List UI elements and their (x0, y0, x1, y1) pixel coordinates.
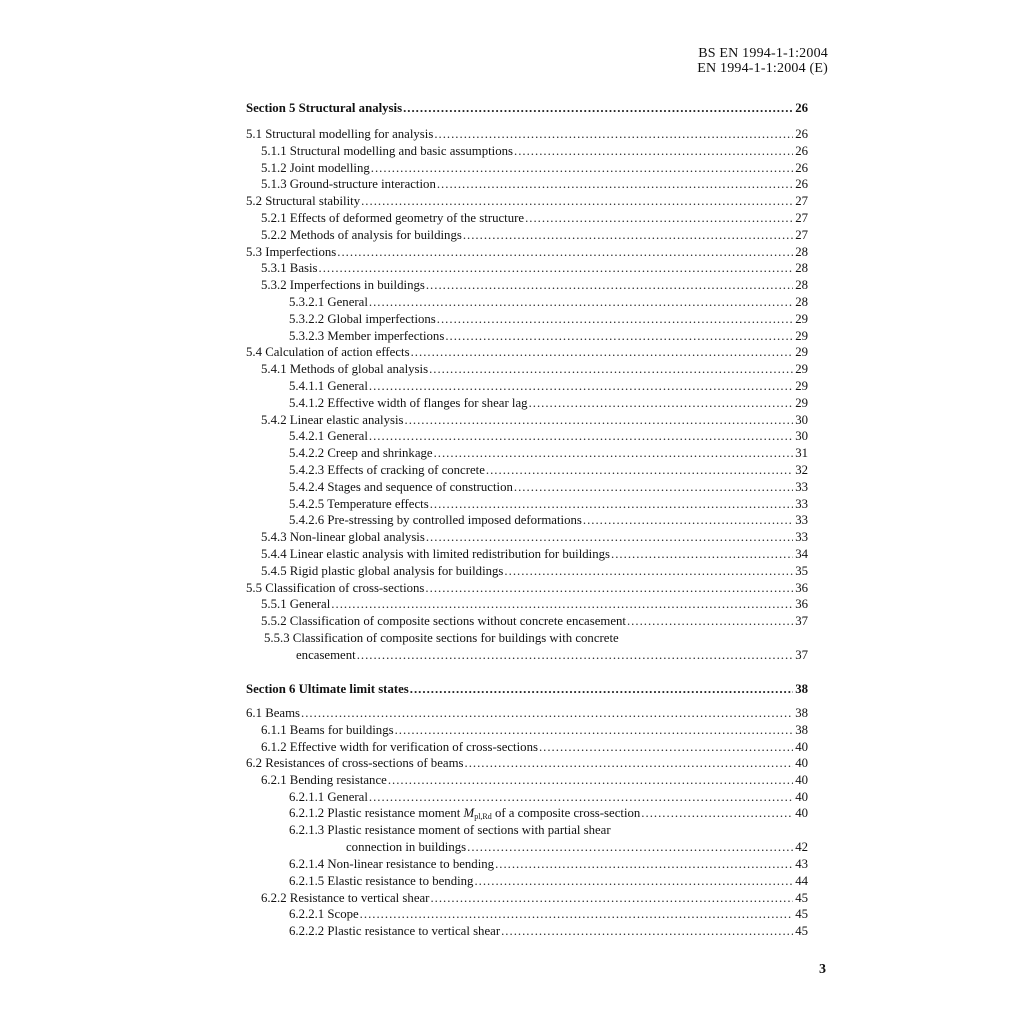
toc-entry-page: 38 (795, 722, 808, 737)
toc-entry-page: 43 (795, 857, 808, 871)
toc-entry-title: encasement (296, 648, 356, 662)
toc-entry-page: 38 (795, 682, 808, 696)
toc-entry-title: 5.2.2 Methods of analysis for buildings (261, 227, 462, 242)
toc-entry-page: 40 (795, 790, 808, 804)
toc-entry-page: 30 (795, 429, 808, 444)
toc-entry[interactable] (246, 445, 808, 462)
toc-leader (434, 445, 794, 462)
toc-entry[interactable] (246, 277, 808, 294)
toc-leader (331, 596, 793, 613)
toc-entry-page: 33 (795, 479, 808, 494)
toc-leader (319, 260, 794, 277)
toc-entry-title: 5.1 Structural modelling for analysis (246, 127, 434, 141)
toc-entry-page: 28 (795, 244, 808, 259)
toc-entry-title: 5.3.2.3 Member imperfections (289, 328, 445, 343)
toc-leader (369, 428, 793, 445)
toc-entry[interactable] (246, 227, 808, 244)
toc-entry[interactable] (246, 906, 808, 923)
toc-entry[interactable] (246, 260, 808, 277)
toc-section-heading[interactable] (246, 681, 808, 698)
toc-entry[interactable] (246, 580, 808, 597)
toc-entry-page: 34 (795, 547, 808, 561)
toc-entry-page: 29 (795, 362, 808, 377)
toc-leader (434, 126, 793, 143)
toc-leader (539, 739, 793, 756)
toc-entry-page: 45 (795, 907, 808, 922)
toc-entry-title: 5.4.2.1 General (289, 429, 368, 444)
toc-entry-title: 5.1.2 Joint modelling (261, 160, 370, 175)
toc-entry-title: 5.5 Classification of cross-sections (246, 580, 425, 595)
toc-entry[interactable] (246, 705, 808, 722)
toc-entry-page: 40 (795, 739, 808, 754)
toc-entry-page: 37 (795, 614, 808, 629)
toc-leader (611, 546, 793, 563)
toc-leader (388, 772, 793, 789)
toc-leader (425, 580, 793, 597)
toc-leader (465, 755, 794, 772)
toc-entry[interactable] (246, 789, 808, 806)
toc-entry-page: 33 (795, 513, 808, 528)
toc-entry[interactable] (246, 739, 808, 756)
toc-entry[interactable] (246, 596, 808, 613)
toc-entry-title: 5.4.4 Linear elastic analysis with limited redistribution for buildings (261, 547, 611, 561)
toc-leader (411, 344, 794, 361)
toc-entry-title: 6.2.2.1 Scope (289, 907, 359, 922)
toc-entry-title: 6.2 Resistances of cross-sections of beams (246, 756, 464, 771)
toc-leader (371, 160, 793, 177)
toc-entry-title: 5.1.3 Ground-structure interaction (261, 177, 436, 192)
toc-entry-title: 5.3.2.2 Global imperfections (289, 311, 436, 326)
toc-entry-title: 5.2 Structural stability (246, 194, 361, 209)
toc-entry-title: 5.4.1.2 Effective width of flanges for shear lag (289, 395, 528, 410)
toc-entry-title: 6.2.1 Bending resistance (261, 773, 387, 788)
toc-leader (337, 244, 793, 261)
toc-leader (357, 647, 794, 664)
toc-entry-title: 5.2.1 Effects of deformed geometry of the structure (261, 211, 525, 225)
toc-entry[interactable] (246, 143, 808, 160)
toc-section-heading[interactable] (246, 100, 808, 117)
toc-entry[interactable] (246, 890, 808, 907)
toc-entry-title: 5.4.5 Rigid plastic global analysis for buildings (261, 563, 504, 578)
toc-entry[interactable] (246, 244, 808, 261)
toc-entry[interactable] (246, 428, 808, 445)
toc-entry-title: 5.5.2 Classification of composite sections without concrete encasement (261, 614, 626, 629)
toc-entry-page: 29 (795, 328, 808, 343)
toc-entry-page: 45 (795, 890, 808, 905)
document-header (697, 46, 828, 76)
toc-leader (437, 311, 793, 328)
toc-entry-page: 31 (795, 446, 808, 461)
toc-entry[interactable] (246, 772, 808, 789)
toc-entry-page: 30 (795, 412, 808, 427)
toc-entry-title: 6.2.1.5 Elastic resistance to bending (289, 873, 474, 888)
toc-entry[interactable] (246, 328, 808, 345)
toc-leader (395, 722, 794, 739)
toc-leader (583, 512, 793, 529)
toc-entry[interactable] (246, 529, 808, 546)
toc-entry[interactable] (246, 647, 808, 664)
toc-entry-page: 28 (795, 278, 808, 293)
toc-leader (525, 210, 793, 227)
toc-entry-title: 5.4.2.3 Effects of cracking of concrete (289, 463, 485, 477)
toc-entry-title: 6.2.1.2 Plastic resistance moment $M_{pl,Rd}$ of a composite cross-section (289, 806, 641, 821)
toc-entry-title: 5.4.1 Methods of global analysis (261, 362, 429, 377)
toc-entry[interactable] (246, 722, 808, 739)
toc-entry-title: 5.3.1 Basis (261, 261, 318, 276)
toc-leader (504, 563, 793, 580)
toc-entry-title: 5.5.3 Classification of composite sections for buildings with concrete (264, 631, 619, 645)
toc-leader (360, 906, 794, 923)
toc-entry[interactable] (246, 856, 808, 873)
toc-leader (514, 479, 793, 496)
toc-entry-title: 5.4 Calculation of action effects (246, 345, 410, 360)
toc-entry[interactable] (246, 294, 808, 311)
toc-leader (410, 681, 793, 698)
toc-entry-page: 29 (795, 379, 808, 393)
toc-entry[interactable] (246, 755, 808, 772)
toc-entry-page: 29 (795, 345, 808, 360)
toc-leader (369, 789, 793, 806)
toc-entry[interactable] (246, 613, 808, 630)
toc-entry-title: 6.1.2 Effective width for verification of cross-sections (261, 739, 538, 754)
toc-entry-page: 27 (795, 211, 808, 225)
toc-leader (445, 328, 793, 345)
toc-entry-title: 5.4.2.2 Creep and shrinkage (289, 446, 433, 461)
toc-entry-page: 38 (795, 706, 808, 720)
toc-entry-title: 5.4.2.5 Temperature effects (289, 496, 429, 511)
toc-entry-page: 33 (795, 530, 808, 545)
toc-entry-title: 6.2.1.3 Plastic resistance moment of sections with partial shear (289, 823, 611, 837)
toc-entry-title: 5.3.2.1 General (289, 295, 368, 309)
toc-entry[interactable] (246, 839, 808, 856)
toc-entry-page: 36 (795, 580, 808, 595)
toc-leader (369, 294, 793, 311)
toc-leader (369, 378, 793, 395)
toc-leader (467, 839, 793, 856)
toc-entry[interactable] (246, 563, 808, 580)
toc-leader (361, 193, 793, 210)
toc-entry-page: 33 (795, 496, 808, 511)
toc-entry[interactable] (246, 873, 808, 890)
toc-leader (474, 873, 793, 890)
toc-entry-page: 28 (795, 295, 808, 309)
toc-leader (437, 176, 793, 193)
toc-entry[interactable] (246, 210, 808, 227)
toc-entry-page: 26 (795, 101, 808, 115)
toc-entry-page: 42 (795, 840, 808, 854)
toc-entry-page: 35 (795, 563, 808, 578)
toc-leader (426, 529, 793, 546)
toc-entry-title: Section 6 Ultimate limit states (246, 682, 409, 696)
toc-entry-page: 29 (795, 311, 808, 326)
toc-entry[interactable] (246, 361, 808, 378)
toc-entry-title: 6.2.2.2 Plastic resistance to vertical shear (289, 924, 501, 939)
toc-entry-page: 27 (795, 227, 808, 242)
toc-entry[interactable] (246, 378, 808, 395)
toc-leader (501, 923, 793, 940)
toc-leader (641, 805, 793, 822)
toc-entry-title: 6.1 Beams (246, 706, 301, 720)
toc-leader (627, 613, 793, 630)
toc-leader (430, 890, 793, 907)
standard-number: BS EN 1994-1-1:2004 (698, 46, 828, 61)
toc-entry[interactable] (246, 176, 808, 193)
toc-leader (514, 143, 793, 160)
toc-entry-title: 6.2.1.4 Non-linear resistance to bending (289, 857, 495, 871)
toc-entry-page: 45 (795, 924, 808, 939)
toc-entry-page: 29 (795, 395, 808, 410)
toc-entry-title: 5.3.2 Imperfections in buildings (261, 278, 425, 293)
toc-entry-title: 5.4.2.4 Stages and sequence of construction (289, 479, 513, 494)
toc-entry-page: 27 (795, 194, 808, 209)
toc-entry-title: connection in buildings (346, 840, 467, 854)
toc-entry-title: 5.4.2.6 Pre-stressing by controlled imposed deformations (289, 513, 582, 528)
toc-entry[interactable] (246, 512, 808, 529)
toc-entry-title: Section 5 Structural analysis (246, 101, 403, 115)
toc-entry[interactable] (246, 546, 808, 563)
toc-entry[interactable] (246, 923, 808, 940)
toc-entry[interactable] (246, 805, 808, 822)
toc-entry-page: 26 (795, 160, 808, 175)
toc-entry-title: 6.1.1 Beams for buildings (261, 722, 394, 737)
toc-entry-page: 40 (795, 773, 808, 788)
toc-leader (529, 395, 794, 412)
toc-entry[interactable] (246, 126, 808, 143)
toc-leader (486, 462, 793, 479)
toc-entry[interactable] (246, 462, 808, 479)
toc-leader (301, 705, 793, 722)
toc-entry[interactable] (246, 479, 808, 496)
toc-entry-title: 5.4.3 Non-linear global analysis (261, 530, 425, 545)
toc-entry[interactable] (246, 311, 808, 328)
toc-leader (429, 361, 793, 378)
toc-entry-page: 26 (795, 127, 808, 141)
toc-entry-title: 5.4.1.1 General (289, 379, 368, 393)
toc-entry-page: 40 (795, 806, 808, 820)
toc-entry-page: 44 (795, 873, 808, 888)
toc-entry[interactable] (246, 395, 808, 412)
toc-leader (405, 412, 794, 429)
toc-entry-title: 5.1.1 Structural modelling and basic assumptions (261, 143, 513, 158)
toc-entry-page: 28 (795, 261, 808, 276)
toc-entry-page: 37 (795, 648, 808, 662)
toc-entry[interactable] (246, 412, 808, 429)
toc-entry-title: 6.2.2 Resistance to vertical shear (261, 890, 430, 905)
toc-leader (426, 277, 793, 294)
toc-entry-title: 5.5.1 General (261, 597, 331, 612)
toc-entry-title: 5.3 Imperfections (246, 244, 337, 259)
toc-entry[interactable] (246, 344, 808, 361)
toc-entry-page: 40 (795, 756, 808, 771)
toc-entry[interactable] (246, 160, 808, 177)
toc-leader (495, 856, 793, 873)
toc-entry-title: 6.2.1.1 General (289, 790, 368, 804)
standard-number-en: EN 1994-1-1:2004 (E) (697, 61, 828, 76)
toc-entry-page: 26 (795, 143, 808, 158)
page-number: 3 (819, 962, 826, 977)
toc-entry-title: 5.4.2 Linear elastic analysis (261, 412, 404, 427)
toc-entry[interactable] (246, 193, 808, 210)
toc-leader (463, 227, 793, 244)
toc-entry-page: 36 (795, 597, 808, 612)
toc-entry[interactable] (246, 496, 808, 513)
toc-entry-page: 26 (795, 177, 808, 192)
toc-entry-page: 32 (795, 463, 808, 477)
toc-leader (403, 100, 793, 117)
toc-leader (430, 496, 794, 513)
